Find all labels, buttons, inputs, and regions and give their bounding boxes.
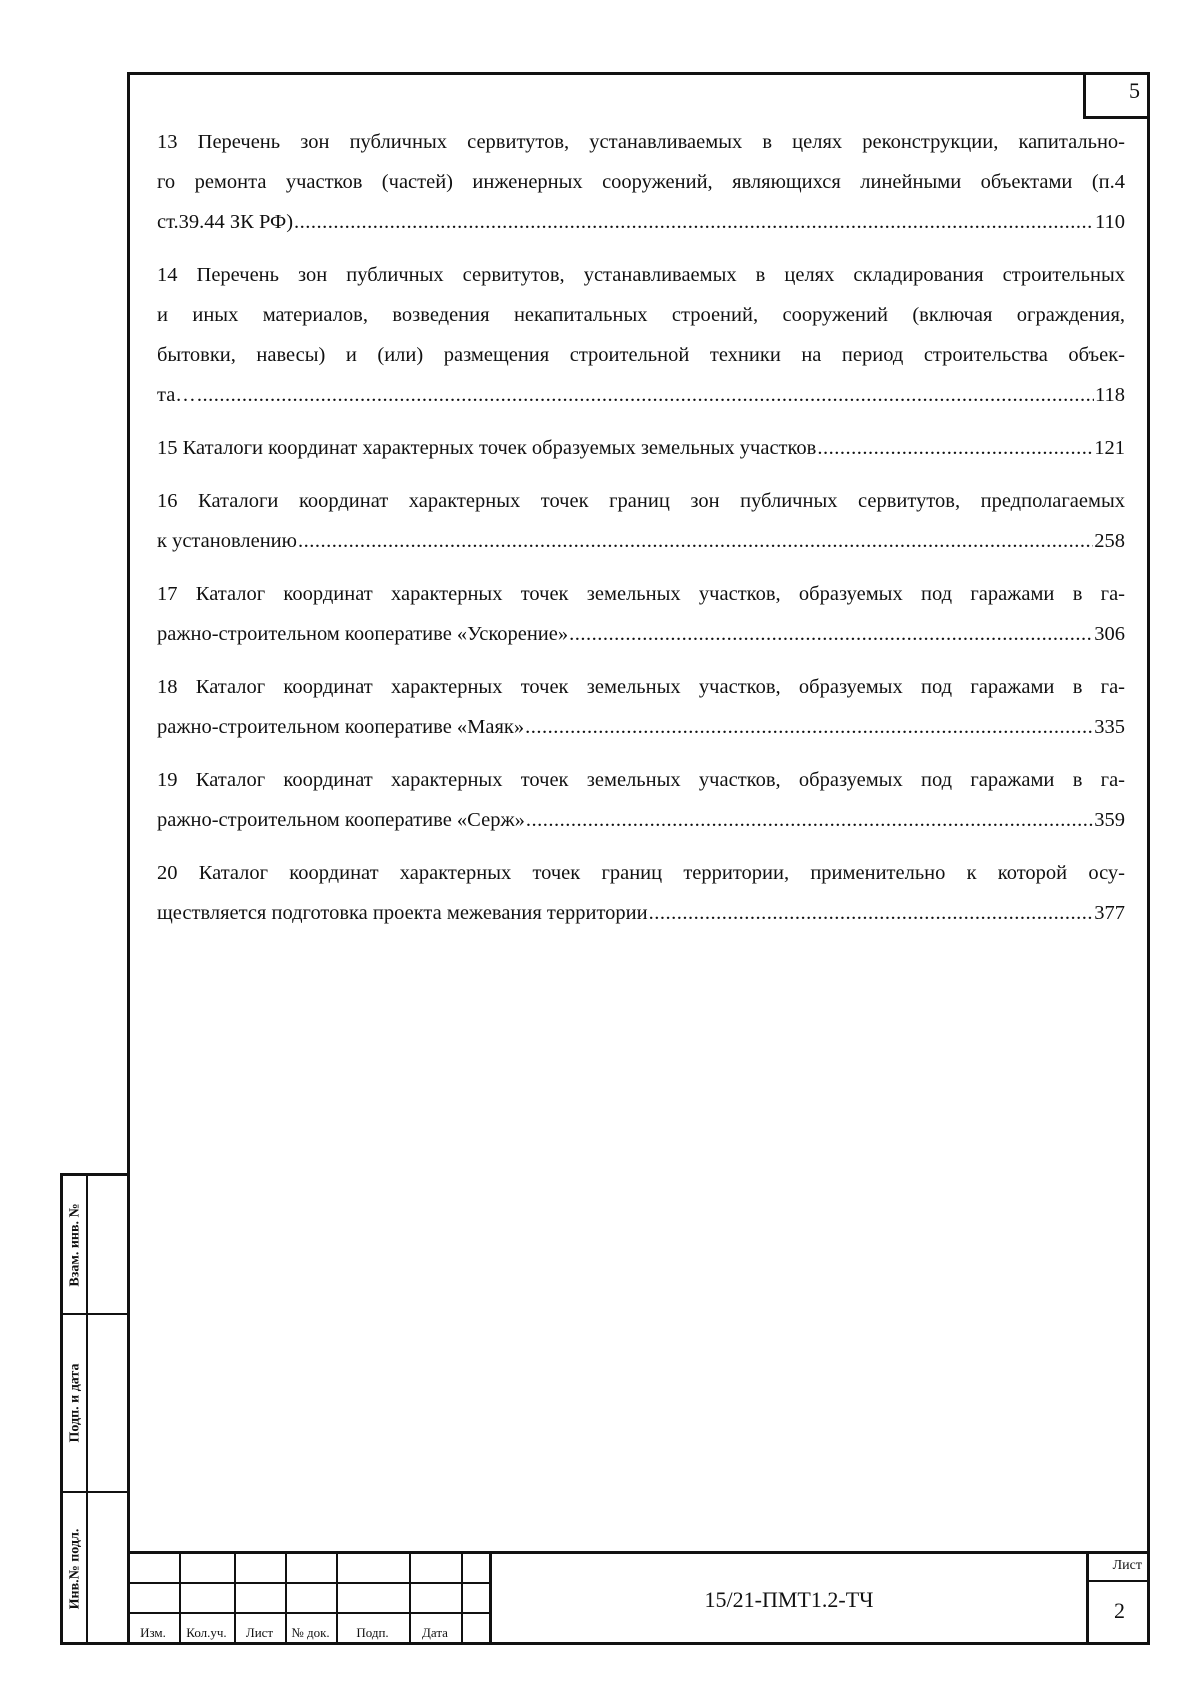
side-label-podp: Подп. и дата (67, 1363, 83, 1443)
toc-page-number: 359 (1094, 809, 1125, 831)
toc-page-number: 258 (1094, 530, 1125, 552)
toc-dot-leader (569, 614, 1093, 654)
title-block (127, 1551, 1150, 1645)
side-label-column (63, 1176, 88, 1642)
toc-entry-title: та… (157, 384, 196, 406)
toc-entry-line: 13 Перечень зон публичных сервитутов, устанавливаемых в целях реконструкции, капитально- (157, 131, 1125, 153)
side-stamp (60, 1173, 127, 1645)
toc-entry-line: го ремонта участков (частей) инженерных сооружений, являющихся линейными объектами (п.4 (157, 171, 1125, 193)
toc-entry-title: ст.39.44 ЗК РФ) (157, 211, 294, 233)
side-label-inv: Инв.№ подл. (67, 1528, 83, 1610)
document-code: 15/21-ПМТ1.2-ТЧ (489, 1554, 1089, 1645)
toc-page-number: 335 (1094, 716, 1125, 738)
toc-entry (157, 481, 1125, 561)
toc-entry (157, 667, 1125, 747)
toc-entry-line: 19 Каталог координат характерных точек земельных участков, образуемых под гаражами в га- (157, 769, 1125, 791)
toc-entry-title: к установлению (157, 530, 297, 552)
toc-entry-title: ражно-строительном кооперативе «Серж» (157, 809, 525, 831)
title-block-grid (127, 1554, 489, 1645)
toc-entry-title: ражно-строительном кооперативе «Ускорение» (157, 623, 569, 645)
side-label-vzam: Взам. инв. № (67, 1202, 83, 1287)
toc-entry-last-line (157, 428, 1125, 468)
toc-entry-last-line (157, 800, 1125, 840)
sheet-number: 2 (1114, 1598, 1125, 1623)
toc-entry-line: 20 Каталог координат характерных точек границ территории, применительно к которой осу- (157, 862, 1125, 884)
col-izm: Изм. (140, 1625, 166, 1640)
toc-entry-line: 14 Перечень зон публичных сервитутов, устанавливаемых в целях складирования строительных (157, 264, 1125, 286)
toc-dot-leader (649, 893, 1094, 933)
toc-entry (157, 760, 1125, 840)
col-podp: Подп. (356, 1625, 389, 1640)
toc-entry (157, 574, 1125, 654)
toc-page-number: 121 (1094, 437, 1125, 459)
toc-dot-leader (298, 521, 1093, 561)
toc-page-number: 377 (1094, 902, 1125, 924)
toc-entry-title: 15 Каталоги координат характерных точек образуемых земельных участков (157, 437, 817, 459)
toc-dot-leader (294, 202, 1094, 242)
toc-entry-line: 17 Каталог координат характерных точек земельных участков, образуемых под гаражами в га- (157, 583, 1125, 605)
toc-page-number: 110 (1095, 211, 1125, 233)
col-list: Лист (245, 1625, 274, 1640)
col-doc-num: № док. (291, 1625, 330, 1640)
toc-entry-last-line (157, 375, 1125, 415)
sheet-label: Лист (1089, 1554, 1150, 1582)
toc-entry-line: бытовки, навесы) и (или) размещения строительной техники на период строительства объек- (157, 344, 1125, 366)
table-of-contents (157, 122, 1125, 946)
toc-entry (157, 122, 1125, 242)
toc-entry-title: ществляется подготовка проекта межевания территории (157, 902, 648, 924)
toc-entry-last-line (157, 521, 1125, 561)
toc-page-number: 306 (1094, 623, 1125, 645)
toc-dot-leader (526, 800, 1093, 840)
toc-entry-last-line (157, 893, 1125, 933)
toc-dot-leader (197, 375, 1094, 415)
toc-dot-leader (525, 707, 1093, 747)
toc-entry (157, 428, 1125, 468)
page-number: 5 (1083, 72, 1150, 119)
toc-entry-line: 16 Каталоги координат характерных точек границ зон публичных сервитутов, предполагаемых (157, 490, 1125, 512)
toc-entry-last-line (157, 614, 1125, 654)
toc-page-number: 118 (1095, 384, 1125, 406)
toc-entry (157, 255, 1125, 415)
col-data: Дата (422, 1625, 448, 1640)
toc-entry-title: ражно-строительном кооперативе «Маяк» (157, 716, 525, 738)
col-kol-uch: Кол.уч. (186, 1625, 227, 1640)
toc-entry-line: 18 Каталог координат характерных точек земельных участков, образуемых под гаражами в га- (157, 676, 1125, 698)
toc-entry-line: и иных материалов, возведения некапитальных строений, сооружений (включая ограждения, (157, 304, 1125, 326)
sheet-box (1089, 1554, 1150, 1645)
toc-entry (157, 853, 1125, 933)
toc-entry-last-line (157, 202, 1125, 242)
toc-entry-last-line (157, 707, 1125, 747)
toc-dot-leader (817, 428, 1093, 468)
